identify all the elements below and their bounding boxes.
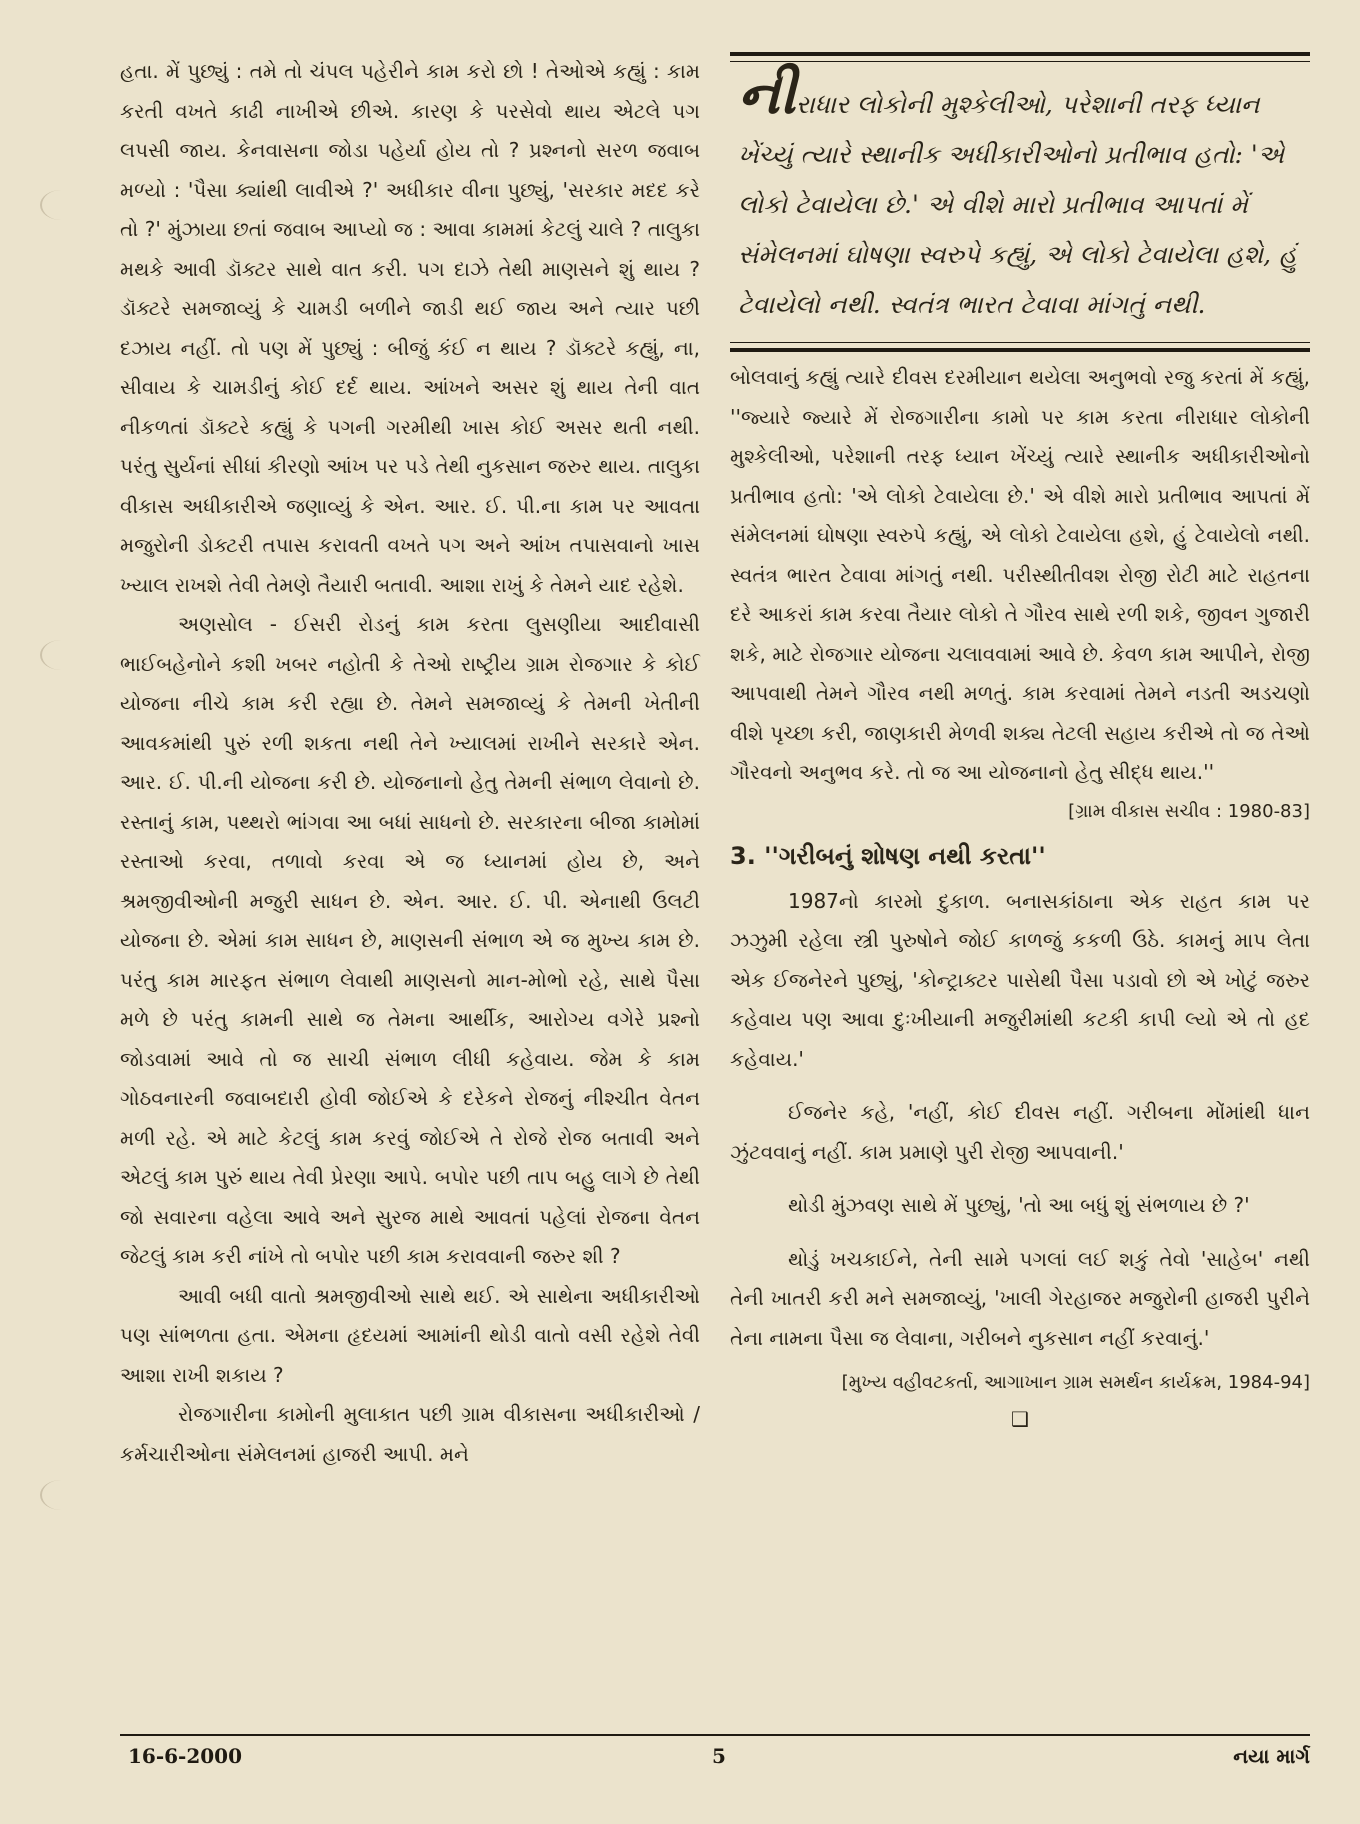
body-paragraph: 1987નો કારમો દુકાળ. બનાસકાંઠાના એક રાહત કામ પર ઝઝુમી રહેલા સ્ત્રી પુરુષોને જોઈ કાળજું કકળી ઉઠે. કામનું માપ લેતા એક ઈજનેરને પુછ્યું, 'કોન્ટ્રાક્ટર પાસેથી પૈસા પડાવો છો એ ખોટું જરુર કહેવાય પણ આવા દુઃખીયાની મજુરીમાંથી કટકી કાપી લ્યો એ તો હદ કહેવાય.' <box>730 888 1310 1071</box>
footer-date: 16-6-2000 <box>128 1744 243 1768</box>
left-column <box>120 52 700 1474</box>
binding-hole <box>40 640 82 670</box>
page-number: 5 <box>712 1744 726 1768</box>
section-heading: 3. ''ગરીબનું શોષણ નથી કરતા'' <box>730 841 1046 870</box>
pull-quote <box>738 61 1306 330</box>
body-paragraph: હતા. મેં પુછ્યું : તમે તો ચંપલ પહેરીને કામ કરો છો ! તેઓએ કહ્યું : કામ કરતી વખતે કાઢી નાખીએ છીએ. કારણ કે પરસેવો થાય એટલે પગ લપસી જાય. કેનવાસના જોડા પહેર્યા હોય તો ? પ્રશ્નનો સરળ જવાબ મળ્યો : 'પૈસા ક્યાંથી લાવીએ ?' અધીકાર વીના પુછ્યું, 'સરકાર મદદ કરે તો ?' મુંઝાયા છતાં જવાબ આપ્યો જ : આવા કામમાં કેટલું ચાલે ? તાલુકા મથકે આવી ડૉક્ટર સાથે વાત કરી. પગ દાઝે તેથી માણસને શું થાય ? ડૉક્ટરે સમજાવ્યું કે ચામડી બળીને જાડી થઈ જાય અને ત્યાર પછી દઝાય નહીં. તો પણ મેં પુછ્યું : બીજું કંઈ ન થાય ? ડૉક્ટરે કહ્યું, ના, સીવાય કે ચામડીનું કોઈ દર્દ થાય. આંખને અસર શું થાય તેની વાત નીકળતાં ડૉક્ટરે કહ્યું કે પગની ગરમીથી ખાસ કોઈ અસર થતી નથી. પરંતુ સુર્યનાં સીધાં કીરણો આંખ પર પડે તેથી નુકસાન જરુર થાય. તાલુકા વીકાસ અધીકારીએ જણાવ્યું કે એન. આર. ઈ. પી.ના કામ પર આવતા મજુરોની ડોક્ટરી તપાસ કરાવતી વખતે પગ અને આંખ તપાસવાનો ખાસ ખ્યાલ રાખશે તેવી તેમણે તૈયારી બતાવી. આશા રાખું કે તેમને યાદ રહેશે. <box>120 59 700 597</box>
publication-name: નયા માર્ગ <box>1233 1744 1310 1768</box>
body-paragraph: અણસોલ - ઈસરી રોડનું કામ કરતા લુસણીયા આદીવાસી ભાઈબહેનોને કશી ખબર નહોતી કે તેઓ રાષ્ટ્રીય ગ્રામ રોજગાર કે કોઈ યોજના નીચે કામ કરી રહ્યા છે. તેમને સમજાવ્યું કે તેમની ખેતીની આવકમાંથી પુરું રળી શકતા નથી તેને ખ્યાલમાં રાખીને સરકારે એન. આર. ઈ. પી.ની યોજના કરી છે. યોજનાનો હેતુ તેમની સંભાળ લેવાનો છે. રસ્તાનું કામ, પથ્થરો ભાંગવા આ બધાં સાધનો છે. સરકારના બીજા કામોમાં રસ્તાઓ કરવા, તળાવો કરવા એ જ ધ્યાનમાં હોય છે, અને શ્રમજીવીઓની મજુરી સાધન છે. એન. આર. ઈ. પી. એનાથી ઉલટી યોજના છે. એમાં કામ સાધન છે, માણસની સંભાળ એ જ મુખ્ય કામ છે. પરંતુ કામ મારફત સંભાળ લેવાથી માણસનો માન-મોભો રહે, સાથે પૈસા મળે છે પરંતુ કામની સાથે જ તેમના આર્થીક, આરોગ્ય વગેરે પ્રશ્નો જોડવામાં આવે તો જ સાચી સંભાળ લીધી કહેવાય. જેમ કે કામ ગોઠવનારની જવાબદારી હોવી જોઈએ કે દરેકને રોજનું નીશ્ચીત વેતન મળી રહે. એ માટે કેટલું કામ કરવું જોઈએ તે રોજે રોજ બતાવી અને એટલું કામ પુરું થાય તેવી પ્રેરણા આપે. બપોર પછી તાપ બહુ લાગે છે તેથી જો સવારના વહેલા આવે અને સુરજ માથે આવતાં પહેલાં રોજના વેતન જેટલું કામ કરી નાંખે તો બપોર પછી કામ કરાવવાની જરુર શી ? <box>120 612 700 1268</box>
body-paragraph: બોલવાનું કહ્યું ત્યારે દીવસ દરમીયાન થયેલા અનુભવો રજુ કરતાં મેં કહ્યું, ''જ્યારે જ્યારે મેં રોજગારીના કામો પર કામ કરતા નીરાધાર લોકોની મુશ્કેલીઓ, પરેશાની તરફ ધ્યાન ખેંચ્યું ત્યારે સ્થાનીક અધીકારીઓનો પ્રતીભાવ હતો: 'એ લોકો ટેવાયેલા છે.' એ વીશે મારો પ્રતીભાવ આપતાં મેં સંમેલનમાં ઘોષણા સ્વરુપે કહ્યું, એ લોકો ટેવાયેલા હશે, હું ટેવાયેલો નથી. સ્વતંત્ર ભારત ટેવાવા માંગતું નથી. પરીસ્થીતીવશ રોજી રોટી માટે રાહતના દરે આકરાં કામ કરવા તૈયાર લોકો તે ગૌરવ સાથે રળી શકે, જીવન ગુજારી શકે, માટે રોજગાર યોજના ચલાવવામાં આવે છે. કેવળ કામ આપીને, રોજી આપવાથી તેમને ગૌરવ નથી મળતું. કામ કરવામાં તેમને નડતી અડચણો વીશે પૃચ્છા કરી, જાણકારી મેળવી શક્ય તેટલી સહાય કરીએ તો જ તેઓ ગૌરવનો અનુભવ કરે. તો જ આ યોજનાનો હેતુ સીદ્ધ થાય.'' <box>730 365 1310 784</box>
body-paragraph: થોડું ખચકાઈને, તેની સામે પગલાં લઈ શકું તેવો 'સાહેબ' નથી તેની ખાતરી કરી મને સમજાવ્યું, 'ખાલી ગેરહાજર મજુરોની હાજરી પુરીને તેના નામના પૈસા જ લેવાના, ગરીબને નુકસાન નહીં કરવાનું.' <box>730 1246 1310 1350</box>
source-citation: [ગ્રામ વીકાસ સચીવ : 1980-83] <box>1068 800 1310 822</box>
footer-rule <box>120 1734 1310 1736</box>
right-column <box>730 52 1310 1431</box>
body-paragraph: ઈજનેર કહે, 'નહીં, કોઈ દીવસ નહીં. ગરીબના મોંમાંથી ધાન ઝુંટવવાનું નહીં. કામ પ્રમાણે પુરી રોજી આપવાની.' <box>730 1100 1310 1164</box>
body-paragraph: આવી બધી વાતો શ્રમજીવીઓ સાથે થઈ. એ સાથેના અધીકારીઓ પણ સાંભળતા હતા. એમના હૃદયમાં આમાંની થોડી વાતો વસી રહેશે તેવી આશા રાખી શકાય ? <box>120 1283 700 1387</box>
pull-quote-initial: ની <box>738 61 796 127</box>
pull-quote-text: રાધાર લોકોની મુશ્કેલીઓ, પરેશાની તરફ ધ્યાન ખેંચ્યું ત્યારે સ્થાનીક અધીકારીઓનો પ્રતીભાવ હતો: 'એ લોકો ટેવાયેલા છે.' એ વીશે મારો પ્રતીભાવ આપતાં મેં સંમેલનમાં ઘોષણા સ્વરુપે કહ્યું, એ લોકો ટેવાયેલા હશે, હું ટેવાયેલો નથી. સ્વતંત્ર ભારત ટેવાવા માંગતું નથી. <box>738 90 1297 319</box>
body-paragraph: થોડી મુંઝવણ સાથે મેં પુછ્યું, 'તો આ બધું શું સંભળાય છે ?' <box>788 1193 1250 1217</box>
binding-hole <box>40 190 82 220</box>
end-mark-icon: ❑ <box>1011 1407 1029 1431</box>
pull-quote-box <box>730 52 1310 352</box>
body-paragraph: રોજગારીના કામોની મુલાકાત પછી ગ્રામ વીકાસના અધીકારીઓ / કર્મચારીઓના સંમેલનમાં હાજરી આપી. મને <box>120 1402 700 1466</box>
source-citation: [મુખ્ય વહીવટકર્તા, આગાખાન ગ્રામ સમર્થન કાર્યક્રમ, 1984-94] <box>841 1372 1310 1393</box>
binding-hole <box>40 1480 82 1510</box>
